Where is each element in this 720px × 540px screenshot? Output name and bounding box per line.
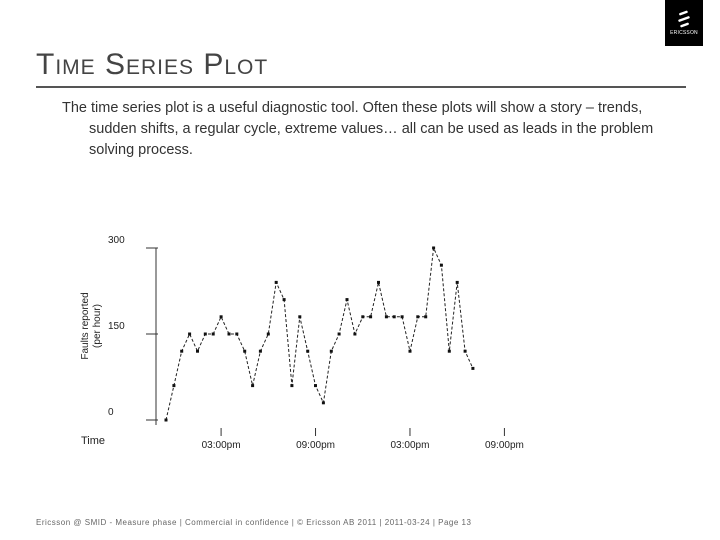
data-point xyxy=(165,419,168,422)
data-point xyxy=(464,350,467,353)
chart-ticks xyxy=(108,235,524,451)
data-point xyxy=(298,315,301,318)
data-point xyxy=(314,384,317,387)
logo-text: ERICSSON xyxy=(670,30,698,36)
data-point xyxy=(471,367,474,370)
data-point xyxy=(188,333,191,336)
data-point xyxy=(393,315,396,318)
data-point xyxy=(377,281,380,284)
data-point xyxy=(448,350,451,353)
y-tick-label: 150 xyxy=(108,321,125,332)
data-point xyxy=(416,315,419,318)
data-point xyxy=(409,350,412,353)
data-point xyxy=(283,298,286,301)
body-text: The time series plot is a useful diagnostic tool. Often these plots will show a story – trends, sudden shifts, a regular cycle, extreme values… all can be used as leads in the problem solving process. xyxy=(62,100,654,158)
x-tick-label: 09:00pm xyxy=(484,440,524,451)
data-point xyxy=(456,281,459,284)
data-point xyxy=(259,350,262,353)
data-point xyxy=(172,384,175,387)
page-title: Time Series Plot xyxy=(36,48,269,81)
data-point xyxy=(401,315,404,318)
data-point xyxy=(235,333,238,336)
y-axis-label: Faults reported xyxy=(80,292,91,360)
data-point xyxy=(346,298,349,301)
data-point xyxy=(361,315,364,318)
data-point xyxy=(290,384,293,387)
data-point xyxy=(440,264,443,267)
y-axis-label-unit: (per hour) xyxy=(92,304,103,348)
data-point xyxy=(424,315,427,318)
data-point xyxy=(212,333,215,336)
data-point xyxy=(353,333,356,336)
data-point xyxy=(275,281,278,284)
data-point xyxy=(267,333,270,336)
data-point xyxy=(228,333,231,336)
data-point xyxy=(306,350,309,353)
x-axis-label: Time xyxy=(81,435,106,447)
data-point xyxy=(322,401,325,404)
data-point xyxy=(338,333,341,336)
data-point xyxy=(196,350,199,353)
x-tick-label: 09:00pm xyxy=(296,440,335,451)
data-point xyxy=(220,315,223,318)
data-point xyxy=(251,384,254,387)
data-point xyxy=(204,333,207,336)
x-tick-label: 03:00pm xyxy=(201,440,241,451)
data-point xyxy=(243,350,246,353)
data-point xyxy=(432,247,435,250)
data-point xyxy=(385,315,388,318)
data-point xyxy=(180,350,183,353)
y-tick-label: 0 xyxy=(108,407,114,418)
data-point xyxy=(330,350,333,353)
data-point xyxy=(369,315,372,318)
x-tick-label: 03:00pm xyxy=(390,440,430,451)
footer-text: Ericsson @ SMID - Measure phase | Commercial in confidence | © Ericsson AB 2011 | 2011-03-24 | Page 13 xyxy=(36,518,472,527)
y-tick-label: 300 xyxy=(108,235,125,246)
